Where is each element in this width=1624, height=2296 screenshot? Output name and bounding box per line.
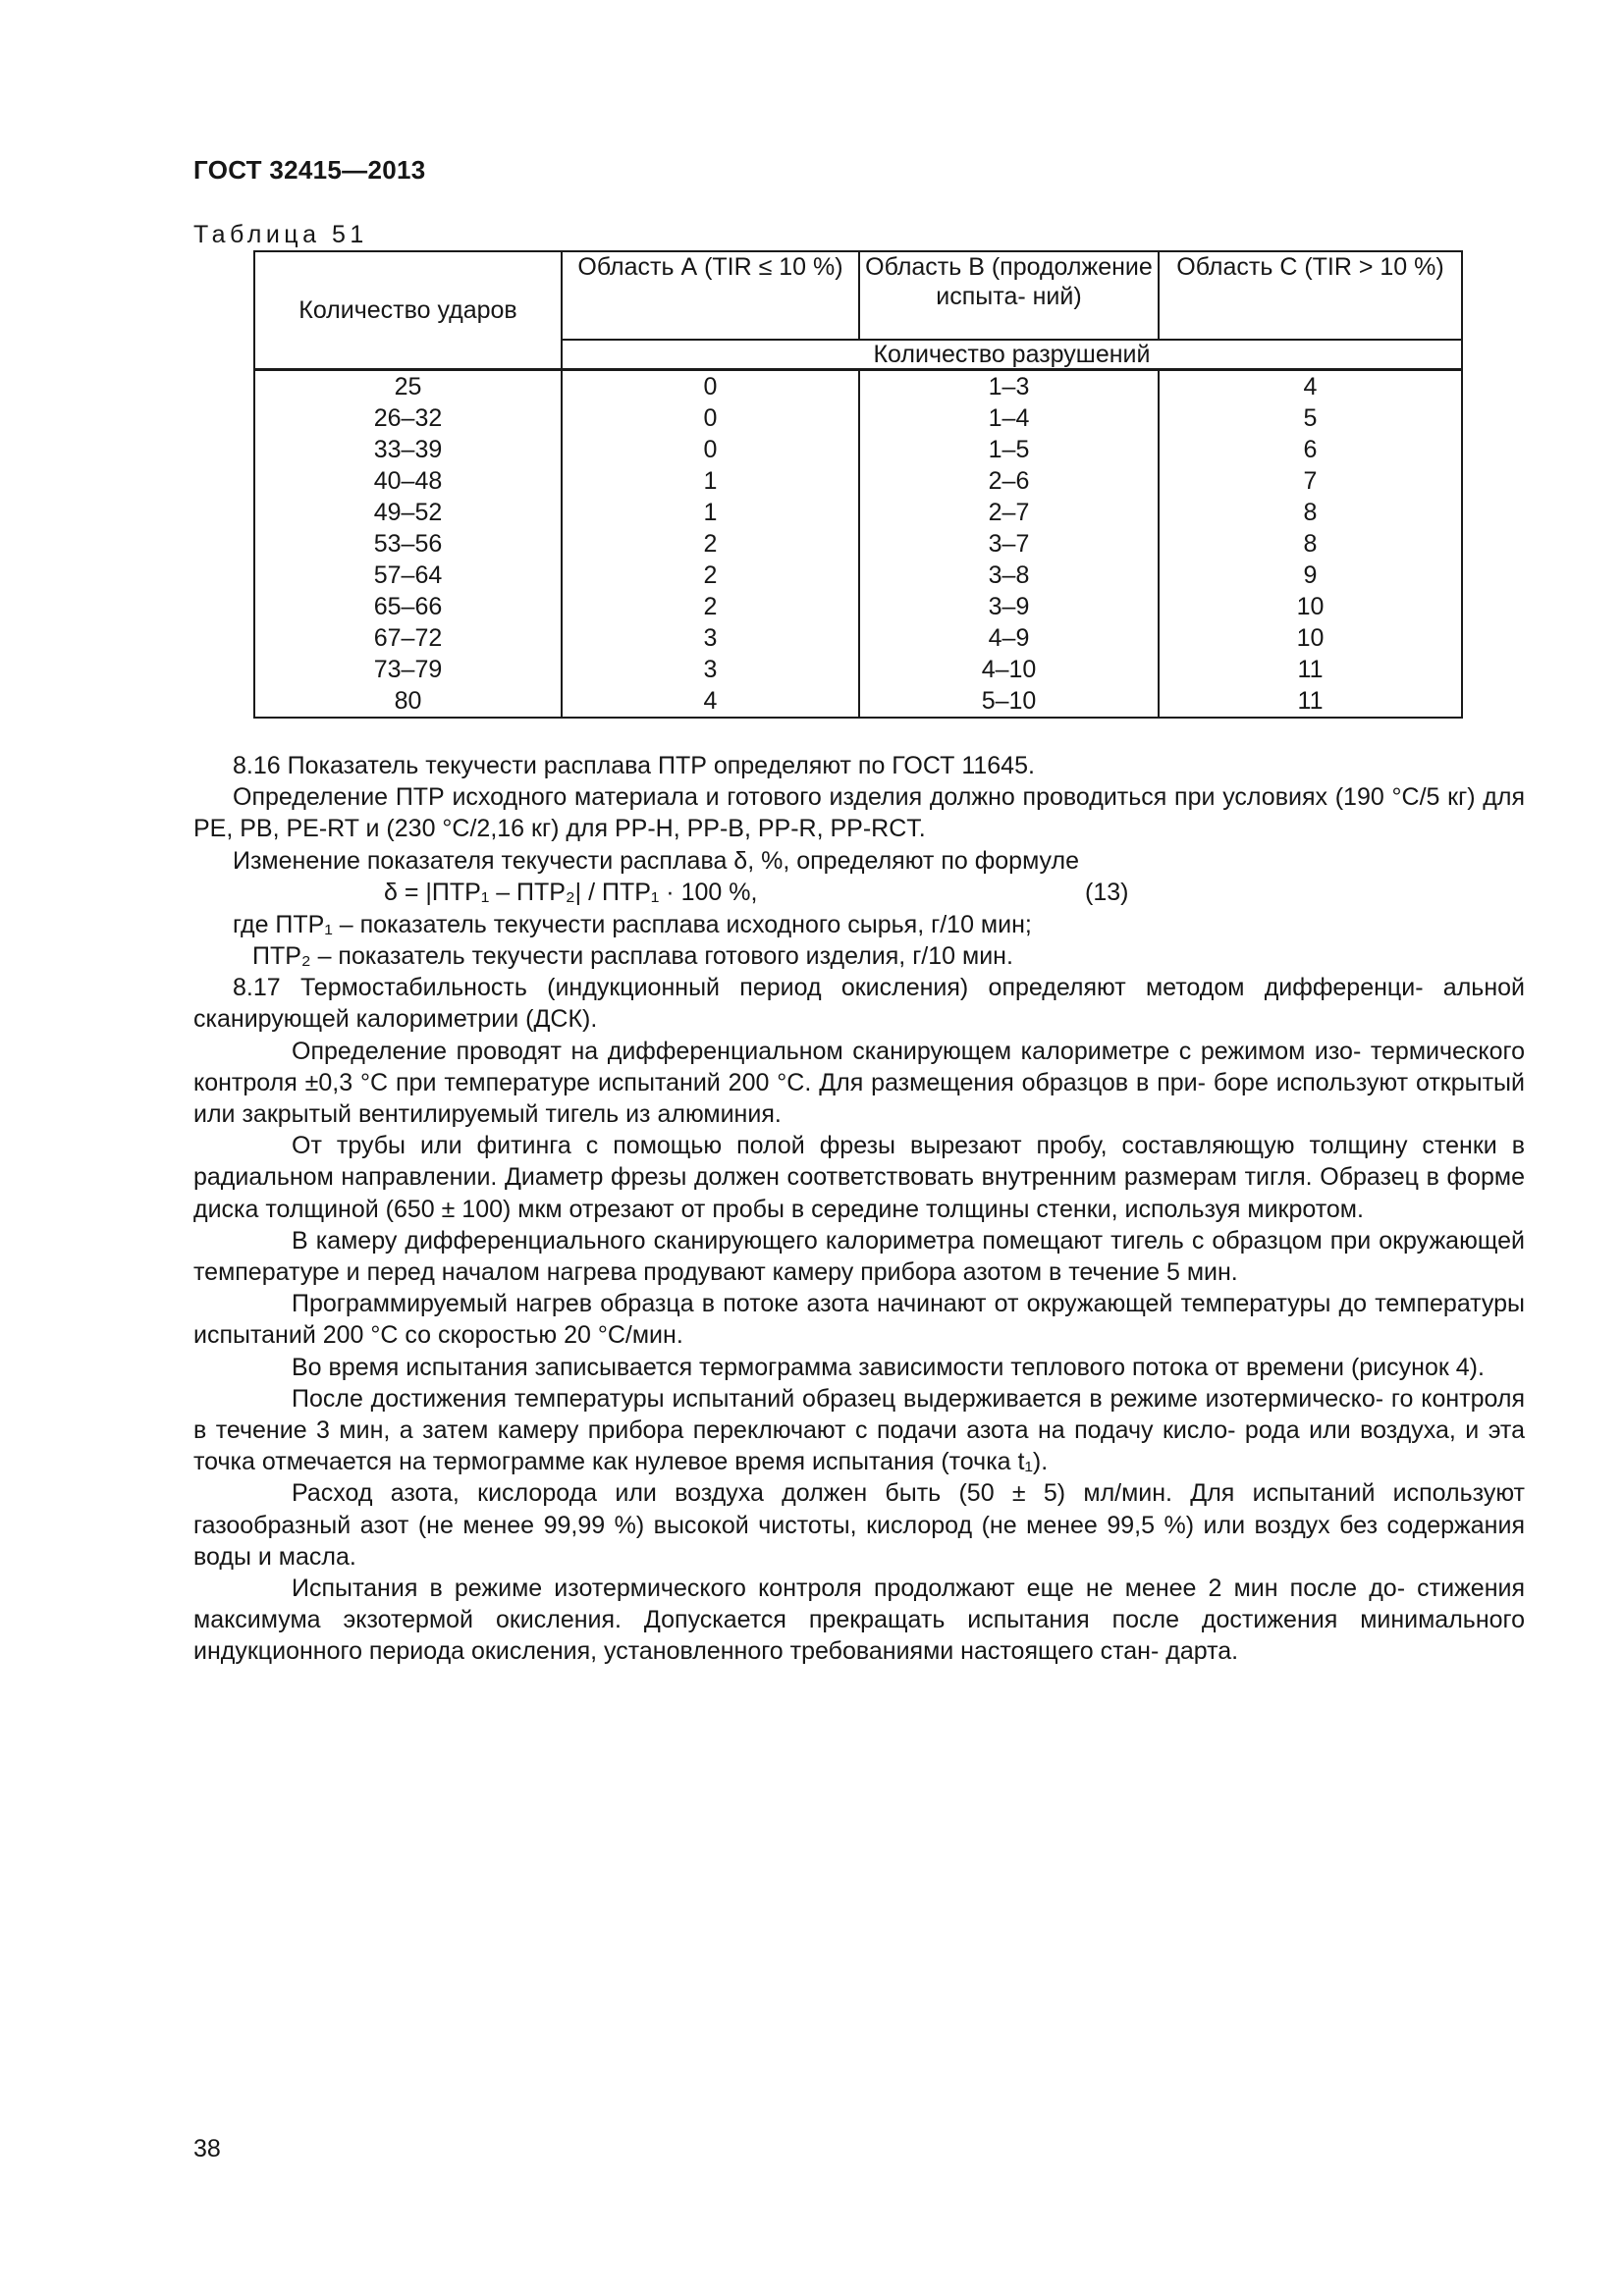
table-caption: Таблица 51 [193,221,368,248]
page-number: 38 [193,2135,221,2163]
table-row [254,622,1462,654]
paragraph-8-17-d: Программируемый нагрев образца в потоке азота начинают от окружающей температуры до температуры испытаний 200 °С со скоростью 20 °С/мин. [193,1290,1525,1350]
cell-area-a: 2 [562,528,859,560]
paragraph-8-16-conditions: Определение ПТР исходного материала и готового изделия должно проводиться при условиях (190 °С/5 кг) для РЕ, PB, PE-RT и (230 °С/2,16 кг) для PP-H, PP-B, PP-R, PP-RCT. [193,783,1525,843]
cell-impacts: 49–52 [254,497,562,528]
cell-impacts: 65–66 [254,591,562,622]
cell-area-b: 3–9 [859,591,1159,622]
paragraph-8-16: 8.16 Показатель текучести расплава ПТР определяют по ГОСТ 11645. [233,752,1035,779]
table-row [254,560,1462,591]
cell-area-a: 3 [562,622,859,654]
cell-area-c: 5 [1159,402,1462,434]
cell-area-a: 2 [562,560,859,591]
cell-area-c: 4 [1159,370,1462,403]
paragraph-8-17-g: Расход азота, кислорода или воздуха должен быть (50 ± 5) мл/мин. Для испытаний используют газообразный азот (не менее 99,99 %) высокой чистоты, кислород (не менее 99,5 %) или воздух без содержания воды и масла. [193,1479,1525,1571]
cell-area-a: 3 [562,654,859,685]
cell-area-c: 11 [1159,685,1462,718]
header-failures: Количество разрушений [562,340,1462,370]
cell-impacts: 26–32 [254,402,562,434]
table-row [254,591,1462,622]
cell-area-a: 1 [562,497,859,528]
cell-area-b: 1–4 [859,402,1159,434]
header-area-c: Область С (TIR > 10 %) [1159,251,1462,340]
table-row [254,465,1462,497]
paragraph-8-17-b: От трубы или фитинга с помощью полой фрезы вырезают пробу, составляющую толщину стенки в радиальном направлении. Диаметр фрезы должен соответствовать внутренним размерам тигля. Образец в форме диска толщиной (650 ± 100) мкм отрезают от пробы в середине толщины стенки, используя микротом. [193,1132,1525,1223]
formula-13 [193,877,1525,909]
cell-area-b: 1–5 [859,434,1159,465]
cell-impacts: 67–72 [254,622,562,654]
cell-area-c: 7 [1159,465,1462,497]
cell-area-b: 3–8 [859,560,1159,591]
formula-expression: δ = |ПТР₁ – ПТР₂| / ПТР₁ · 100 %, [384,878,758,906]
cell-area-c: 11 [1159,654,1462,685]
cell-area-b: 1–3 [859,370,1159,403]
cell-area-a: 1 [562,465,859,497]
cell-impacts: 40–48 [254,465,562,497]
cell-impacts: 73–79 [254,654,562,685]
cell-area-b: 2–6 [859,465,1159,497]
cell-impacts: 80 [254,685,562,718]
paragraph-8-17-e: Во время испытания записывается термограмма зависимости теплового потока от времени (рисунок 4). [292,1353,1485,1381]
cell-area-c: 8 [1159,497,1462,528]
table-row [254,497,1462,528]
formula-number: (13) [1085,878,1129,906]
table-row [254,654,1462,685]
paragraph-8-16-formula-intro: Изменение показателя текучести расплава δ, %, определяют по формуле [233,846,1079,875]
cell-area-b: 5–10 [859,685,1159,718]
header-impacts: Количество ударов [254,251,562,370]
cell-area-a: 4 [562,685,859,718]
paragraph-8-17-a: Определение проводят на дифференциальном сканирующем калориметре с режимом изо- термического контроля ±0,3 °С при температуре испытаний 200 °С. Для размещения образцов в при- боре используют открытый или закрытый вентилируемый тигель из алюминия. [193,1037,1525,1129]
where-ptr1: где ПТР₁ – показатель текучести расплава исходного сырья, г/10 мин; [233,910,1032,938]
table-row [254,685,1462,718]
cell-impacts: 53–56 [254,528,562,560]
table-row [254,402,1462,434]
cell-area-a: 0 [562,402,859,434]
cell-area-b: 4–10 [859,654,1159,685]
table-51 [253,250,1463,719]
cell-area-b: 2–7 [859,497,1159,528]
body-text [193,750,1525,1668]
cell-impacts: 57–64 [254,560,562,591]
cell-area-c: 9 [1159,560,1462,591]
cell-area-b: 3–7 [859,528,1159,560]
cell-area-b: 4–9 [859,622,1159,654]
header-area-b: Область В (продолжение испыта- ний) [859,251,1159,340]
paragraph-8-17-c: В камеру дифференциального сканирующего калориметра помещают тигель с образцом при окружающей температуре и перед началом нагрева продувают камеру прибора азотом в течение 5 мин. [193,1226,1525,1287]
cell-area-a: 0 [562,434,859,465]
paragraph-8-17: 8.17 Термостабильность (индукционный период окисления) определяют методом дифференци- альной сканирующей калориметрии (ДСК). [193,974,1525,1034]
cell-area-c: 10 [1159,591,1462,622]
table-row [254,434,1462,465]
cell-impacts: 33–39 [254,434,562,465]
table-row [254,370,1462,403]
cell-area-a: 0 [562,370,859,403]
paragraph-8-17-h: Испытания в режиме изотермического контроля продолжают еще не менее 2 мин после до- стижения максимума экзотермой окисления. Допускается прекращать испытания после достижения минимального индукционного периода окисления, установленного требованиями настоящего стан- дарта. [193,1575,1525,1666]
standard-header: ГОСТ 32415—2013 [193,155,426,185]
cell-area-c: 10 [1159,622,1462,654]
where-ptr2: ПТР₂ – показатель текучести расплава готового изделия, г/10 мин. [252,942,1013,971]
cell-area-c: 6 [1159,434,1462,465]
header-area-a: Область А (TIR ≤ 10 %) [562,251,859,340]
cell-area-a: 2 [562,591,859,622]
cell-impacts: 25 [254,370,562,403]
cell-area-c: 8 [1159,528,1462,560]
table-row [254,528,1462,560]
paragraph-8-17-f: После достижения температуры испытаний образец выдерживается в режиме изотермическо- го контроля в течение 3 мин, а затем камеру прибора переключают с подачи азота на подачу кисло- рода или воздуха, и эта точка отмечается на термограмме как нулевое время испытания (точка t₁). [193,1384,1525,1476]
